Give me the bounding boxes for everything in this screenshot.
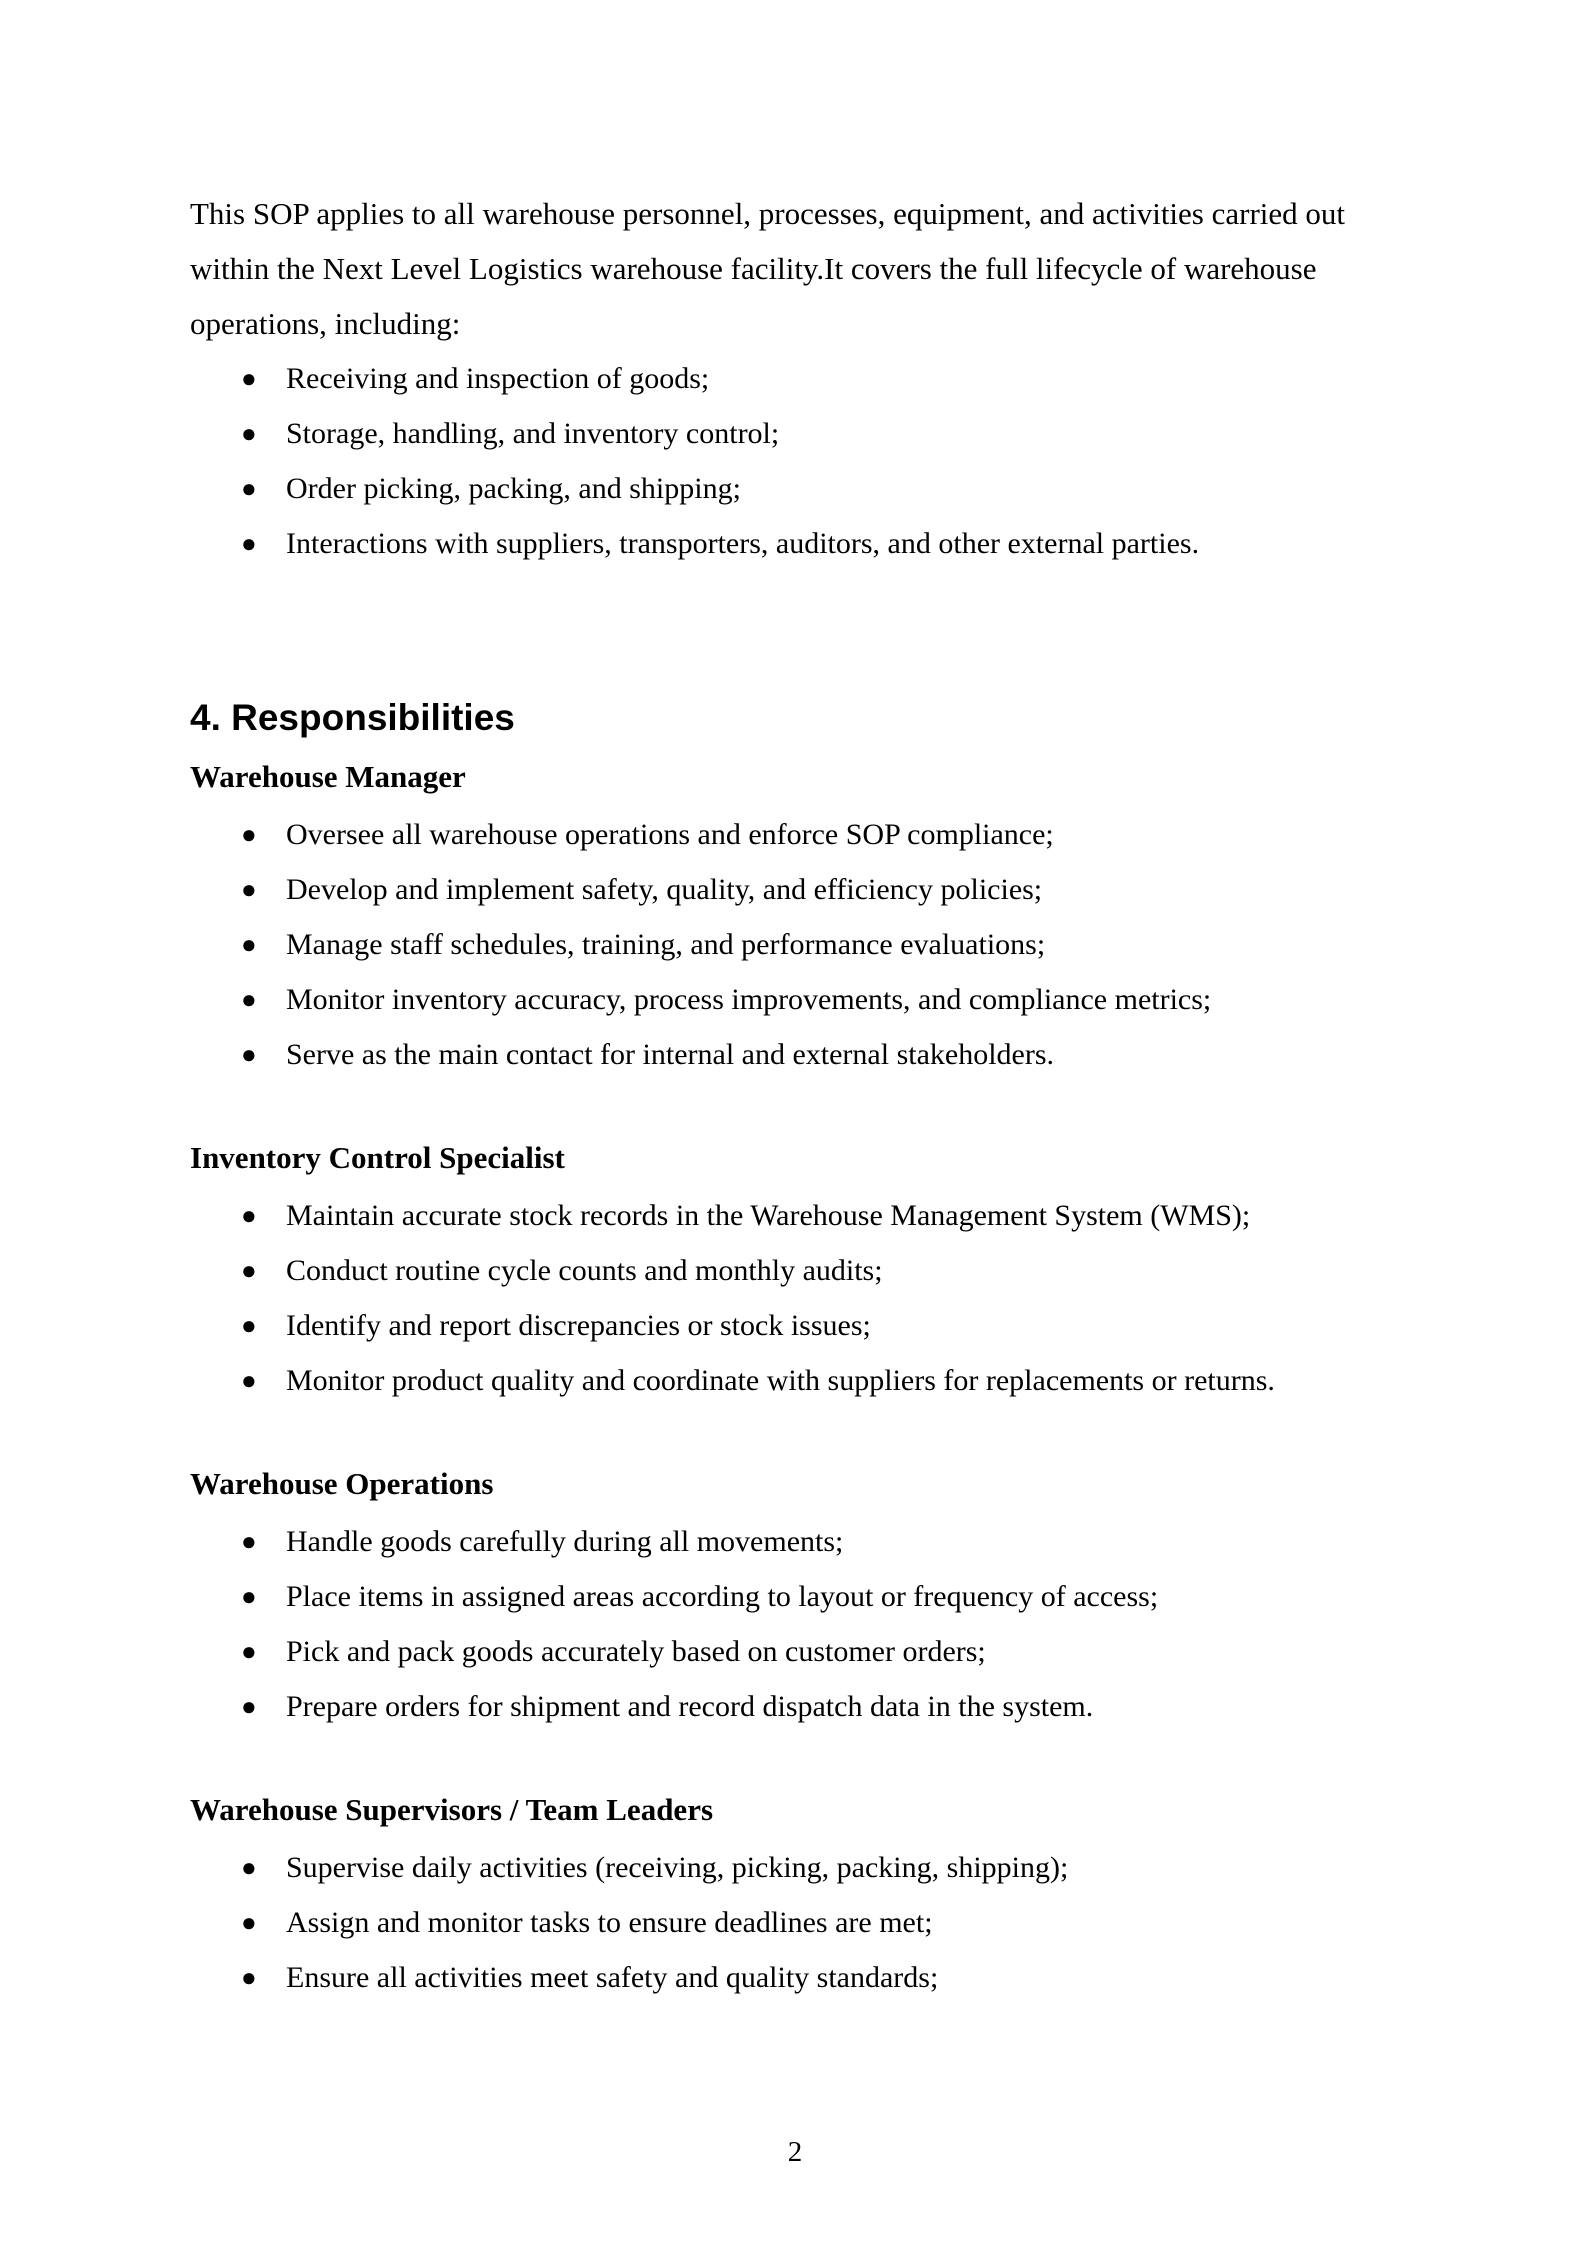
- list-item: [190, 862, 1405, 917]
- list-item-label: Ensure all activities meet safety and quality standards;: [286, 1961, 939, 1994]
- list-item-label: Place items in assigned areas according to layout or frequency of access;: [286, 1580, 1159, 1613]
- bullet-icon: ●: [241, 1527, 257, 1556]
- spacer: [190, 741, 1405, 753]
- list-item: [190, 1840, 1405, 1895]
- list-item: [190, 406, 1405, 461]
- list-item-label: Develop and implement safety, quality, and efficiency policies;: [286, 873, 1043, 906]
- spacer: [190, 1734, 1405, 1786]
- list-item-label: Maintain accurate stock records in the Warehouse Management System (WMS);: [286, 1199, 1251, 1232]
- list-item-label: Pick and pack goods accurately based on customer orders;: [286, 1635, 986, 1668]
- bullet-icon: ●: [241, 820, 257, 849]
- list-item: [190, 1569, 1405, 1624]
- list-item: [190, 461, 1405, 516]
- list-item: [190, 972, 1405, 1027]
- role-bullet-list-warehouse-operations: [190, 1514, 1405, 1734]
- list-item: [190, 1624, 1405, 1679]
- spacer: [190, 571, 1405, 695]
- bullet-icon: ●: [241, 1366, 257, 1395]
- bullet-icon: ●: [241, 474, 257, 503]
- bullet-icon: ●: [241, 364, 257, 393]
- bullet-icon: ●: [241, 1201, 257, 1230]
- bullet-icon: ●: [241, 529, 257, 558]
- list-item-label: Serve as the main contact for internal and external stakeholders.: [286, 1038, 1055, 1071]
- role-bullet-list-warehouse-manager: [190, 807, 1405, 1082]
- role-heading-warehouse-supervisors-team-leaders: Warehouse Supervisors / Team Leaders: [190, 1792, 714, 1827]
- list-item: [190, 1188, 1405, 1243]
- section-heading-responsibilities: 4. Responsibilities: [190, 697, 515, 738]
- list-item: [190, 516, 1405, 571]
- spacer: [190, 1082, 1405, 1134]
- scope-bullet-list: [190, 351, 1405, 571]
- list-item-label: Assign and monitor tasks to ensure deadlines are met;: [286, 1906, 933, 1939]
- bullet-icon: ●: [241, 930, 257, 959]
- role-bullet-list-inventory-control-specialist: [190, 1188, 1405, 1408]
- list-item: [190, 1514, 1405, 1569]
- list-item-label: Conduct routine cycle counts and monthly audits;: [286, 1254, 883, 1287]
- list-item-label: Handle goods carefully during all movements;: [286, 1525, 844, 1558]
- list-item: [190, 1950, 1405, 2005]
- role-bullet-list-warehouse-supervisors: [190, 1840, 1405, 2005]
- bullet-icon: ●: [241, 419, 257, 448]
- list-item-label: Receiving and inspection of goods;: [286, 362, 710, 395]
- page-number: 2: [787, 2136, 803, 2168]
- list-item-label: Manage staff schedules, training, and performance evaluations;: [286, 928, 1046, 961]
- role-heading-warehouse-operations: Warehouse Operations: [190, 1466, 494, 1501]
- role-heading-warehouse-manager: Warehouse Manager: [190, 759, 466, 794]
- list-item-label: Order picking, packing, and shipping;: [286, 472, 741, 505]
- scope-paragraph: This SOP applies to all warehouse personnel, processes, equipment, and activities carried out within the Next Level Logistics warehouse facility.It covers the full lifecycle of warehouse operations, including:: [190, 196, 1346, 341]
- bullet-icon: ●: [241, 1311, 257, 1340]
- list-item: [190, 351, 1405, 406]
- list-item: [190, 807, 1405, 862]
- list-item: [190, 1298, 1405, 1353]
- bullet-icon: ●: [241, 1582, 257, 1611]
- bullet-icon: ●: [241, 985, 257, 1014]
- bullet-icon: ●: [241, 1963, 257, 1992]
- bullet-icon: ●: [241, 1853, 257, 1882]
- bullet-icon: ●: [241, 875, 257, 904]
- list-item-label: Oversee all warehouse operations and enforce SOP compliance;: [286, 818, 1054, 851]
- list-item-label: Interactions with suppliers, transporters, auditors, and other external parties.: [286, 527, 1200, 560]
- list-item-label: Prepare orders for shipment and record dispatch data in the system.: [286, 1690, 1094, 1723]
- bullet-icon: ●: [241, 1040, 257, 1069]
- list-item-label: Monitor inventory accuracy, process improvements, and compliance metrics;: [286, 983, 1212, 1016]
- list-item: [190, 1679, 1405, 1734]
- bullet-icon: ●: [241, 1692, 257, 1721]
- list-item: [190, 1353, 1405, 1408]
- bullet-icon: ●: [241, 1637, 257, 1666]
- list-item: [190, 1027, 1405, 1082]
- list-item: [190, 1895, 1405, 1950]
- list-item: [190, 917, 1405, 972]
- list-item-label: Identify and report discrepancies or stock issues;: [286, 1309, 871, 1342]
- spacer: [190, 1408, 1405, 1460]
- role-heading-inventory-control-specialist: Inventory Control Specialist: [190, 1140, 565, 1175]
- page-content: [190, 186, 1405, 2005]
- list-item: [190, 1243, 1405, 1298]
- list-item-label: Monitor product quality and coordinate with suppliers for replacements or returns.: [286, 1364, 1275, 1397]
- bullet-icon: ●: [241, 1256, 257, 1285]
- list-item-label: Storage, handling, and inventory control;: [286, 417, 780, 450]
- bullet-icon: ●: [241, 1908, 257, 1937]
- list-item-label: Supervise daily activities (receiving, picking, packing, shipping);: [286, 1851, 1069, 1884]
